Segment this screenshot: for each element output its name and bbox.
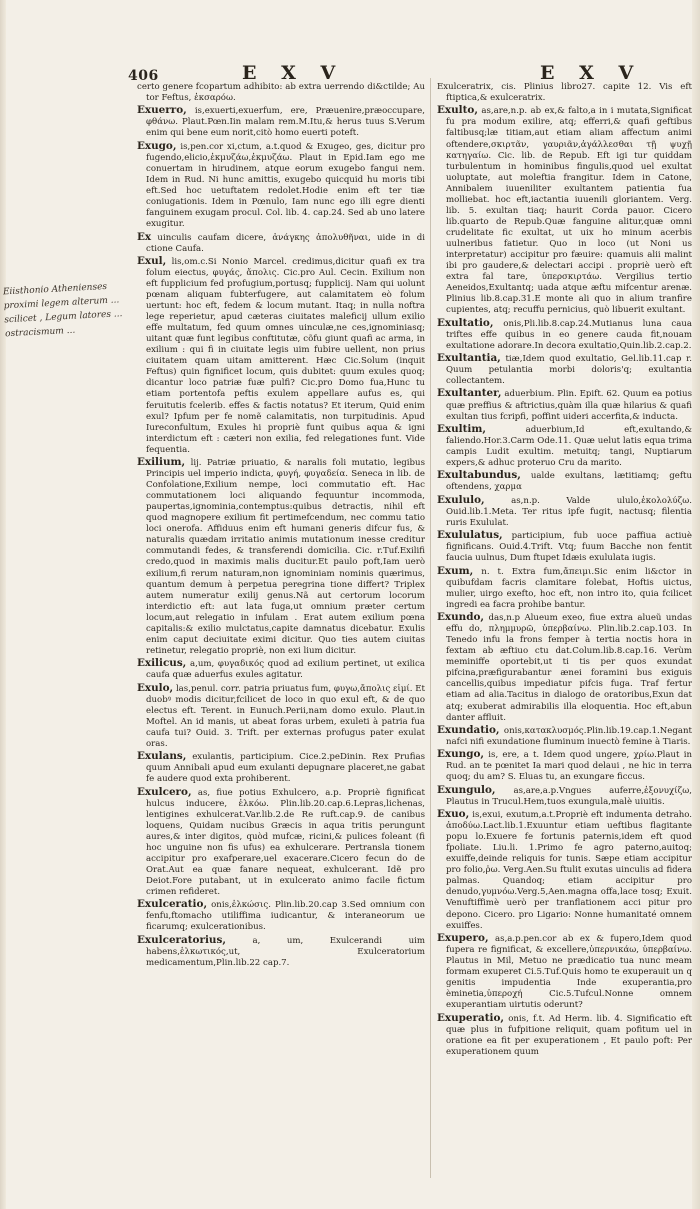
dictionary-entry — [137, 256, 425, 456]
page-number: 406 — [128, 68, 159, 84]
entry-headword: Exululatus, — [437, 529, 503, 542]
dictionary-entry — [137, 457, 425, 657]
entry-headword: Exulceratio, — [137, 898, 208, 911]
entry-headword: Exilium, — [137, 456, 186, 469]
dictionary-entry — [137, 683, 425, 750]
entry-text: onis,κατακλυσμός.Plin.lib.19.cap.1.Negant nafci nifi exundatione fluminum inuectò femine à Tiaris. — [446, 725, 692, 747]
entry-text: aduerbium. Plin. Epift. 62. Quum ea potius quæ preffius & aftrictius,quàm illa quæ hilarius & quafi exultan tius fcripfi, poffint uideri accerfita,& inducta. — [446, 389, 692, 422]
entry-text: uinculis caufam dicere, ἀνάγκης ἀπολυθῆναι, uide in di ctione Caufa. — [146, 232, 425, 254]
entry-headword: Exul, — [137, 254, 167, 267]
dictionary-entry — [137, 82, 425, 104]
entry-headword: Exupero, — [437, 931, 489, 944]
column-divider — [430, 78, 431, 1178]
entry-text: tiæ,Idem quod exultatio, Gel.lib.11.cap r. Quum petulantia morbi doloris'q; exultantia collectantem. — [446, 354, 692, 387]
dictionary-entry — [437, 424, 692, 469]
entry-headword: Exulto, — [437, 104, 478, 117]
entry-headword: Exululo, — [437, 493, 485, 506]
entry-headword: Exultim, — [437, 422, 486, 435]
running-head-left: E X V — [242, 62, 345, 84]
page-gutter — [0, 0, 6, 1209]
entry-text: as,are,a.p.Vngues auferre,ἐξονυχίζω, Plautus in Trucul.Hem,tuos exungula,malè uiuitis. — [446, 785, 692, 807]
entry-text: certo genere fcopartum adhibito: ab extra uerrendo di&ctilde; Au tor Feftus, ἐκσαρόω. — [137, 82, 425, 104]
entry-text: as, fiue potius Exhulcero, a.p. Propriè fignificat hulcus inducere, ἑλκόω. Plin.lib.20.cap.6.Lepras,lichenas, lentigines exhulcerat.Var.lib.2.de Re ruft.cap.9. de canibus loquens, Quidam nucibus Græcis in aqua tritis perungunt aures,& inter digitos, quòd mufcæ, ricini,& pulices foleant (fi hoc unguine non fis ufus) ea exhulcerare. Pertransla tionem accipitur pro exafperare,uel exacerare.Cicero fecun do de Orat.Aut ea quæ fanare nequeat, exhulcerant. Idẽ pro Deiot.Fore putabant, ut in exulcerato animo facile fictum crimen refideret. — [146, 787, 425, 897]
entry-text: is, ere, a t. Idem quod ungere, χρίω.Plaut in Rud. an te pœnitet Ia mari quod delaui , ne hic in terra quoq; du am? S. Eluas tu, an exungare ficcus. — [446, 750, 692, 783]
dictionary-entry — [137, 658, 425, 681]
entry-headword: Exultabundus, — [437, 469, 521, 482]
dictionary-entry — [437, 470, 692, 493]
handwritten-margin-note: Eiisthonio Athenienses proximi legem alterum ... scilicet , Legum latores ... ostracismum ... — [2, 281, 123, 340]
dictionary-entry — [137, 787, 425, 898]
entry-text: is,exui, exutum,a.t.Propriè eft indumenta detraho. ἀποδύω.Lact.lib.1.Exuuntur etiam ueftibus flagitante popu lo.Exuere fe fortunis paternis,idem eft quod fpoliate. Liu.li. 1.Primo fe agro paterno,auitoq; exuiffe,deinde reliquis for tunis. Sæpe etiam accipitur pro folio,ῥω. Verg.Aen.Su ftulit exutas uinculis ad fidera palmas. Quandoq; etiam accipitur pro denudo,γυμνόω.Verg.5,Aen.magna offa,lace tosq; Exuit. Venuftiffimè uerò per tranflationem acci pitur pro depono. Cicero. pro Ligario: Nonne humanitaté omnem exuiffes. — [446, 810, 692, 931]
dictionary-entry — [137, 232, 425, 255]
entry-text: onis,Pli.lib.8.cap.24.Mutianus luna caua triftes effe quibus in eo genere cauda fit,nouam exultatione adorare.In decora exultatio,Quin.lib.2.cap.2. — [446, 318, 692, 351]
dictionary-entry — [437, 933, 692, 1011]
entry-text: ualde exultans, lætitiamq; geftu oftendens, χαρμα — [446, 471, 692, 493]
entry-text: lis,om.c.Si Nonio Marcel. credimus,dicitur quafi ex tra folum eiectus, φυγάς, ἄπολις. Cic.pro Aul. Cecin. Exilium non eft fupplicium fed profugium,portusq; fupplicij. Nam qui uolunt pœnam aliquam fubterfugere, aut calamitatem eò folum uertunt: hoc eft, fedem & locum mutant. Itaq; in nulla noftra lege reperietur, apud cæteras ciuitates maleficij ullum exilio effe multatum, fed quum omnes uinculæ,ne ces,ignominiasq; uitant quæ funt legibus conftitutæ, cõfu giunt quafi ac arma, in exilium : qui fi in ciuitate legis uim fubire uellent, non prius ciuitatem quam uitam amitterent. Hæc Cic.Solum (inquit Feftus) quin fignificet locum, quis dubitet: quum exules quoq; dicantur loco patriæ fuæ pulfi? Cic.pro Domo fua,Hunc tu etiam portentofa peftis exulem appellare aufus es, qui feruitutis fcelerib. effes & factis notatus? Et iterum, Quid enim exul? Ipfum per fe nomẽ calamitatis, non turpitudinis. Apud Iureconfultum, Exules hi propriè funt quibus aqua & igni interdictum eft : cæteri non exilia, fed relegationes funt. Vide fequentia. — [146, 256, 425, 455]
entry-text: onis, f.t. Ad Herm. lib. 4. Significatio eft quæ plus in fufpitione reliquit, quam pofitum uel in oratione ea fit per exuperationem , Et paulo poft: Per exuperationem quum — [446, 1013, 692, 1057]
entry-text: las,penul. corr. patria priuatus fum, φυγω,ἄπολις εἰμί. Et duobꝰ modis dicitur,fcilicet de loco in quo exul eft, & de quo electus eft. Terent. in Eunuch.Perii,nam domo exulo. Plaut.in Moftel. An id manis, ut abeat foras urbem, exuleti à patria fua caufa tui? Ouid. 3. Trift. per externas profugus pater exulat oras. — [146, 683, 425, 749]
right-column — [437, 82, 692, 1182]
entry-headword: Exultatio, — [437, 316, 494, 329]
entry-text: aduerbium,Id eft,exultando,& faliendo.Hor.3.Carm Ode.11. Quæ uelut latis equa trima campis Ludit exultim. metuitq; tangi, Nuptiarum expers,& adhuc proteruo Cru da marito. — [446, 424, 692, 469]
entry-headword: Exultanter, — [437, 387, 502, 400]
left-column — [137, 82, 425, 1182]
entry-text: n. t. Extra fum,ἄπειμι.Sic enim li&ctor in quibufdam facris clamitare folebat, Hoftis uictus, mulier, uirgo exefto, hoc eft, non intro ito, quia fcilicet ingredi ea facra prohibe bantur. — [446, 566, 692, 610]
dictionary-entry — [437, 566, 692, 611]
entry-headword: Exulans, — [137, 750, 187, 763]
entry-text: as,n.p. Valde ululo,ἐκολολύζω. Ouid.lib.1.Meta. Ter ritus ipfe fugit, nactusq; filentia ruris Exululat. — [446, 495, 692, 528]
dictionary-entry — [437, 749, 692, 783]
entry-headword: Exultantia, — [437, 352, 501, 365]
entry-headword: Exilicus, — [137, 657, 187, 670]
dictionary-entry — [437, 612, 692, 723]
entry-headword: Exundatio, — [437, 723, 500, 736]
entry-headword: Exungo, — [437, 748, 485, 761]
dictionary-entry — [437, 725, 692, 748]
entry-text: a,um, φυγαδικός quod ad exilium pertinet, ut exilica caufa quæ aduerfus exules agitatur. — [146, 659, 425, 681]
dictionary-entry — [137, 105, 425, 139]
dictionary-entry — [137, 935, 425, 969]
entry-headword: Exundo, — [437, 611, 485, 624]
entry-text: as,are,n.p. ab ex,& falto,a in i mutata,Significat fu pra modum exilire, atq; efferri,& quafi geftibus faltibusq;læ titiam,aut etiam aliam affectum animi oftendere,σκιρτᾶν, γαυριᾶν,ἀγάλλεσθαι τῇ ψυχῇ κατηγαίω. Cic. lib. de Repub. Eft igi tur quiddam turbulentum in hominibus fingulis,quod uel exultat uoluptate, aut moleftia frangitur. Idem in Catone, Annibalem iuueniliter exultantem patientia fua molliebat. hoc eft,iactantia iuuenili gloriantem. Verg. lib. 5. exultan tiaq; haurit Corda pauor. Cicero lib.quarto de Repub.Quæ fanguine alitur,quæ omni crudelitate fic exultat, ut uix ho minum acerbis uulneribus fatietur. Quo in loco (ut Noni us interpretatur) accipitur pro fæuire: quamuis alii malint ibi pro gaudere,& delectari accipi . propriè uerò eft extra fal tare, ὑπερσκιρτάω. Vergilius tertio Aeneidos,Exultantq; uada atque æftu mifcentur arenæ. Plinius lib.8.cap.31.E monte ali quo in alium tranfire cupientes, atq; recuffu pernicius, quò libuerit exultant. — [446, 106, 692, 316]
dictionary-entry — [437, 318, 692, 352]
entry-text: Exulceratrix, cis. Plinius libro27. capite 12. Vis eft ftiptica,& exulceratrix. — [437, 82, 692, 104]
entry-headword: Ex — [137, 230, 152, 243]
entry-text: onis,ἐλκώσις. Plin.lib.20.cap 3.Sed omnium con fenfu,ftomacho utiliffima iudicantur, & interaneorum ue ficarumq; exulcerationibus. — [146, 900, 425, 933]
dictionary-entry — [437, 105, 692, 316]
dictionary-entry — [437, 530, 692, 564]
running-head-right: E X V — [540, 62, 643, 84]
entry-text: as,a.p.pen.cor ab ex & fupero,Idem quod fupera re fignificat, & excellere,ὑπερνικάω, ὑπερβαίνω. Plautus in Mil, Metuo ne prædicatio tua nunc meam formam exuperet Ci.5.Tuf.Quis homo te exuperauit un q genitis impudentia Inde exuperantia,pro èminetia,ὑπεροχή Cic.5.Tufcul.Nonne omnem exuperantiam uirtutis oderunt? — [446, 933, 692, 1011]
dictionary-entry — [437, 809, 692, 932]
entry-text: exulantis, participium. Cice.2.peDinin. Rex Prufias quum Annibali apud eum exulanti depugnare placeret,ne gabat fe audere quod exta prohiberent. — [146, 752, 425, 785]
dictionary-entry — [437, 388, 692, 422]
page-edge — [692, 0, 700, 1209]
entry-headword: Exum, — [437, 564, 474, 577]
dictionary-entry — [437, 82, 692, 104]
entry-headword: Exungulo, — [437, 783, 496, 796]
entry-headword: Exuo, — [437, 808, 470, 821]
entry-text: is,pen.cor xi,ctum, a.t.quod & Exugeo, ges, dicitur pro fugendo,elicio,ἐκμυζάω,ἐκμυζάω. Plaut in Epid.Iam ego me conuertam in hirudinem, atque eorum exugebo fangui nem. Idem in Rud. Ni hunc amittis, exugebo quicquid hu moris tibi eft.Sed hoc uetuftatem redolet.Hodie enim eft ter tiæ coniugationis. Idem in Pœnulo, Iam nunc ego illi egre dienti fanguinem exugam procul. Col. lib. 4. cap.24. Sed ab uno latere exugitur. — [146, 141, 425, 230]
entry-headword: Exulceratorius, — [137, 933, 226, 946]
dictionary-entry — [437, 353, 692, 387]
entry-text: das,n.p Alueum exeo, fiue extra alueũ undas effu do, πλημμυρῶ, ὑπερβαίνω. Plin.lib.2.cap.103. In Tenedo infu la frons femper à tertia noctis hora in fextam ab æftiuo ctu dat.Colum.lib.8.cap.16. Verùm meminiffe oportebit,ut ti tis per quos exundat pifcina,præfigurabantur ænei foramini bus exiguis cancellis,quibus impediatur pifcis fuga. Traf fertur etiam ad alia.Tacitus in dialogo de oratoribus,Exun dat atq; exuberat admirabilis illa eloquentia. Hoc eft,abun danter affluit. — [446, 613, 692, 723]
entry-text: lij. Patriæ priuatio, & naralis foli mutatio, legibus Principis uel imperio indicta, φυγή, φυγαδεία. Seneca in lib. de Confolatione,Exilium nempe, loci commutatio eft. Hac commutationem loci aliquando fequuntur incommoda, paupertas,ignominia,contemptus:quibus detractis, nihil eft quod magnopere exilium fit pertimefcendum, nec commu tatio loci onerofa. Affiduus enim eft humani generis difcur fus, & naturalis quædam irritatio animis mutationum inesse creditur commutandi fedes, & transferendi domicilia. Cic. r.Tuf.Exilifi credo,quod in maximis malis ducitur.Et paulo poft,Iam uerò exilium,fi rerum naturam,non ignominiam nominis quærimus, quantum demum à perpetua peregrina tione differt? Triplex autem numeratur exilij genus.Nã aut certorum locorum interdictio eft: aut lata fuga,ut omnium præter certum locum,aut relegatio in infulam . Erat autem exilium pœna capitalis:& exilio mulctatus,capite damnatus dicebatur. Exulis enim caput deciuitate eximi dicitur. Quo ties autem ciuitas retinetur, relegatio propriè, non exi lium dicitur. — [146, 458, 425, 656]
dictionary-entry — [437, 785, 692, 808]
entry-headword: Exuperatio, — [437, 1011, 505, 1024]
dictionary-entry — [137, 141, 425, 230]
dictionary-entry — [137, 899, 425, 933]
entry-headword: Exuerro, — [137, 104, 187, 117]
entry-headword: Exulo, — [137, 681, 174, 694]
entry-headword: Exugo, — [137, 139, 177, 152]
dictionary-entry — [437, 1013, 692, 1058]
dictionary-entry — [437, 495, 692, 529]
entry-text: a, um, Exulcerandi uim habens,ἑλκωτικός,ut, Exulceratorium medicamentum,Plin.lib.22 cap.7. — [146, 935, 425, 968]
entry-text: is,exuerti,exuerfum, ere, Præuenire,præoccupare, φθάνω. Plaut.Pœn.Iin malam rem.M.Itu,& herus tuus S.Verum enim qui bene eum norit,citò homo euerti poteft. — [146, 106, 425, 139]
entry-headword: Exulcero, — [137, 785, 192, 798]
dictionary-entry — [137, 751, 425, 785]
entry-text: participium, fub uoce paffiua actiuè fignificans. Ouid.4.Trift. Vtq; fuum Bacche non fentit faucia uulnus, Dum ftupet Idæis exululata iugis. — [446, 531, 692, 564]
